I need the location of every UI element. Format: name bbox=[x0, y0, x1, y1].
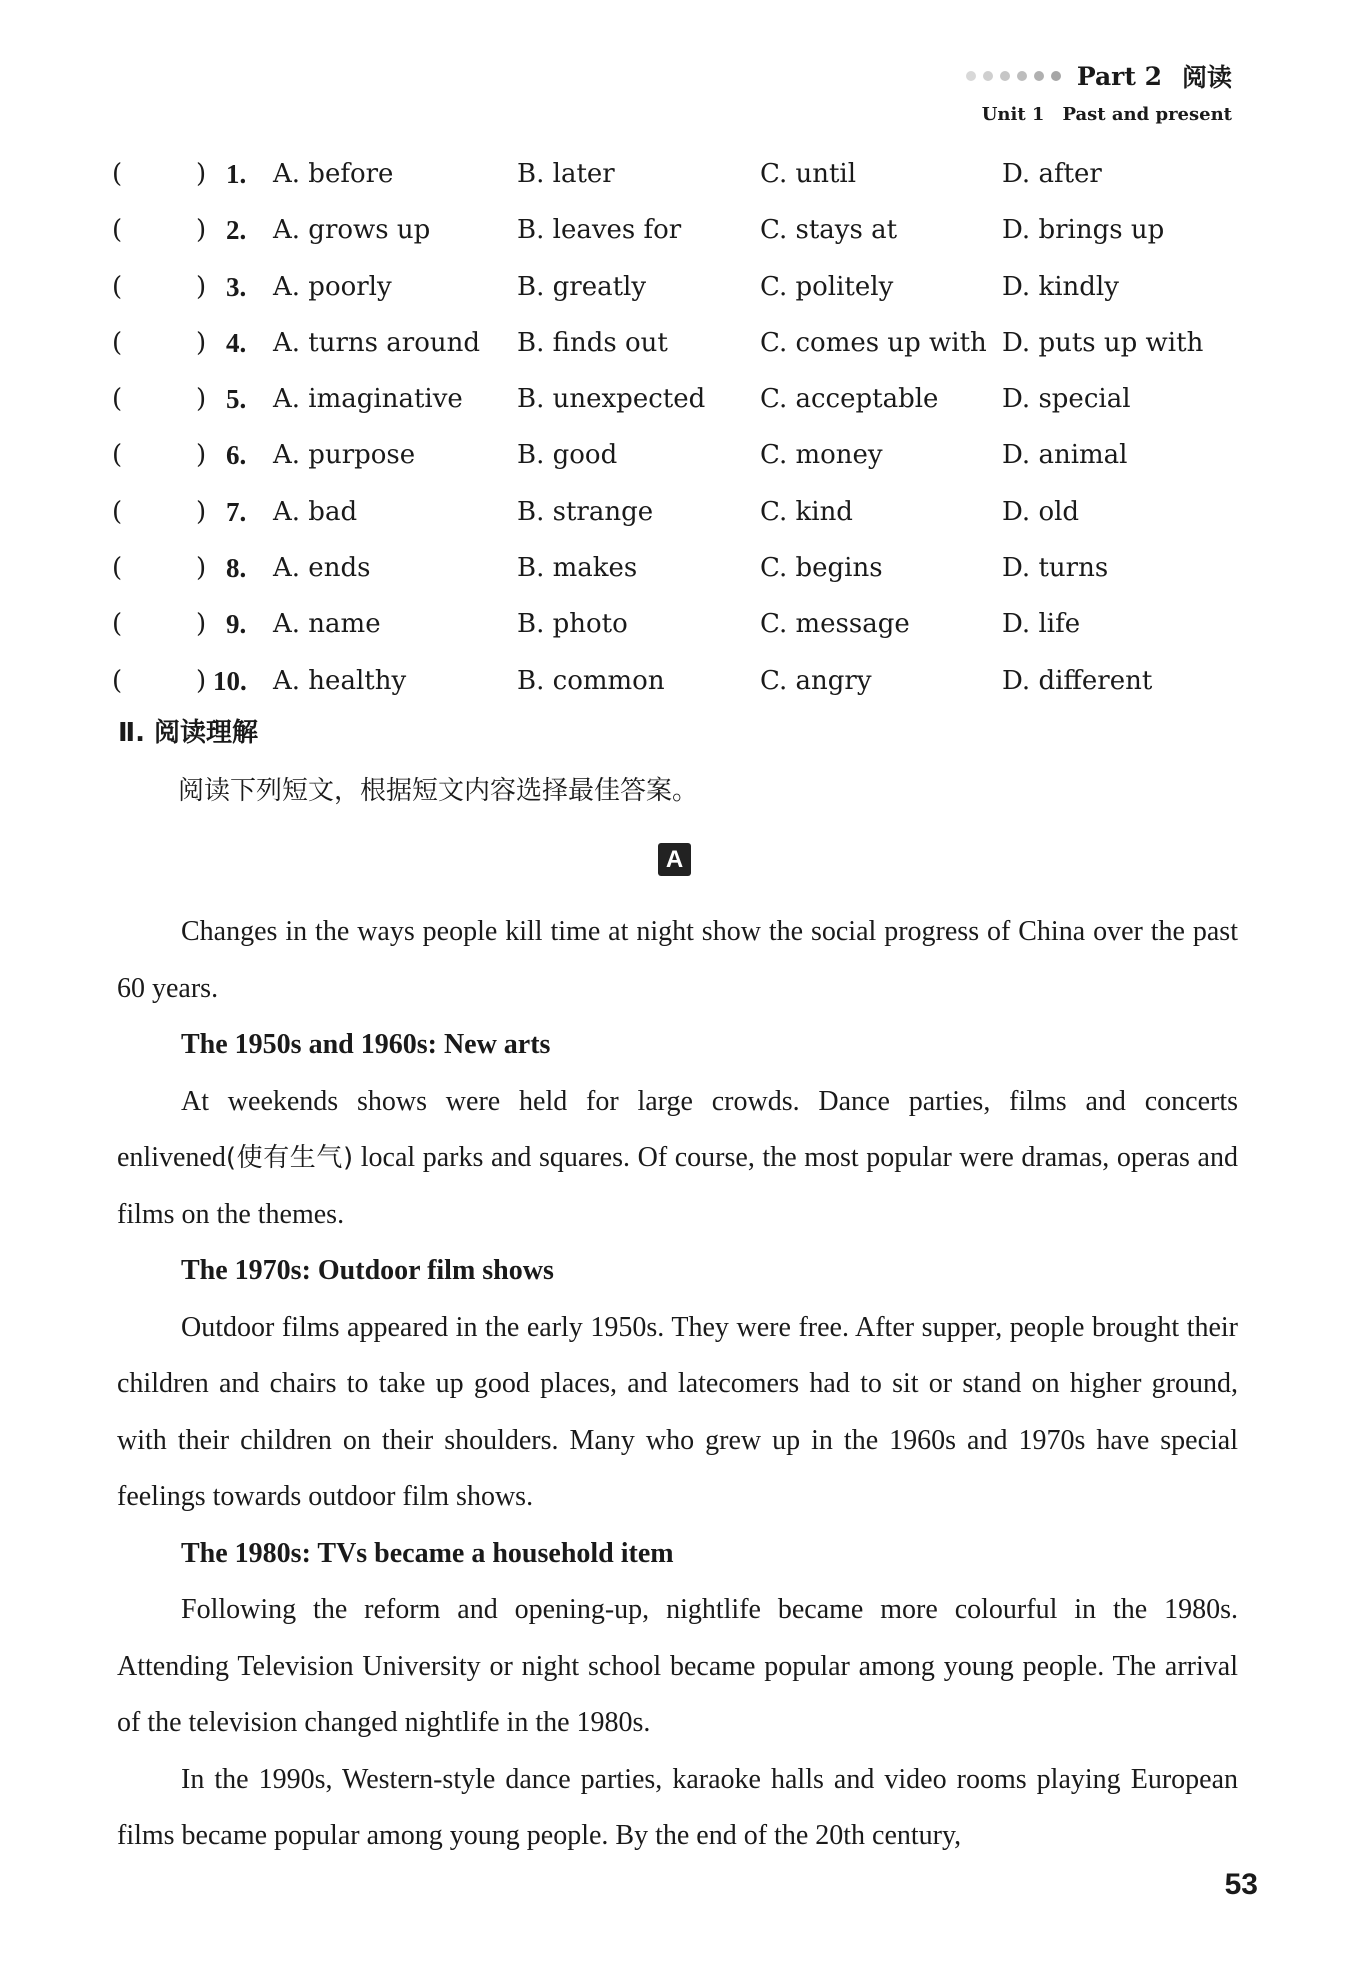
question-number: 7. bbox=[226, 496, 247, 527]
question-number: 5. bbox=[226, 384, 247, 415]
option-c: C. stays at bbox=[760, 215, 898, 246]
question-row bbox=[112, 596, 1232, 652]
answer-paren-close: ) bbox=[196, 665, 207, 696]
question-row bbox=[112, 427, 1232, 483]
option-c: C. comes up with bbox=[760, 327, 987, 358]
section-instruction: 阅读下列短文，根据短文内容选择最佳答案。 bbox=[178, 776, 699, 806]
answer-paren-close: ) bbox=[196, 496, 207, 527]
passage-heading-1950s: The 1950s and 1960s: New arts bbox=[181, 1029, 551, 1060]
answer-paren-open: ( bbox=[112, 327, 123, 358]
answer-paren-close: ) bbox=[196, 159, 207, 189]
option-a: A. before bbox=[273, 159, 394, 189]
header-part-line bbox=[966, 58, 1232, 94]
option-c: C. angry bbox=[760, 665, 872, 696]
unit-label: Unit 1 bbox=[981, 104, 1045, 125]
answer-paren-close: ) bbox=[196, 440, 207, 471]
chinese-gloss: (使有生气) bbox=[225, 1143, 354, 1173]
question-number: 1. bbox=[226, 159, 247, 189]
dot-icon bbox=[983, 71, 993, 81]
option-b: B. leaves for bbox=[517, 215, 682, 246]
dot-icon bbox=[1051, 71, 1061, 81]
option-c: C. message bbox=[760, 609, 910, 640]
answer-paren-open: ( bbox=[112, 609, 123, 640]
option-c: C. money bbox=[760, 440, 883, 471]
question-number: 3. bbox=[226, 271, 247, 302]
option-c: C. begins bbox=[760, 553, 883, 584]
question-number: 10. bbox=[213, 665, 247, 696]
question-number: 9. bbox=[226, 609, 247, 640]
passage-paragraph-1970s: Outdoor films appeared in the early 1950s. They were free. After supper, people brought their children and chairs to take up good places, and latecomers had to sit or stand on higher ground, with their children on their shoulders. Many who grew up in the 1960s and 1970s have special feelings towards outdoor film shows. bbox=[117, 1311, 1238, 1512]
option-a: A. turns around bbox=[273, 327, 480, 358]
option-b: B. later bbox=[517, 159, 615, 189]
passage-label-badge: A bbox=[658, 843, 691, 876]
question-number: 2. bbox=[226, 215, 247, 246]
option-d: D. animal bbox=[1002, 440, 1128, 471]
answer-paren-close: ) bbox=[196, 327, 207, 358]
answer-paren-close: ) bbox=[196, 553, 207, 584]
passage-heading-1980s: The 1980s: TVs became a household item bbox=[181, 1537, 674, 1569]
option-b: B. common bbox=[517, 665, 665, 696]
question-row bbox=[112, 540, 1232, 596]
option-d: D. special bbox=[1002, 384, 1131, 415]
part-label: Part 2 bbox=[1076, 61, 1162, 91]
option-b: B. makes bbox=[517, 553, 638, 584]
option-c: C. until bbox=[760, 159, 857, 189]
option-d: D. kindly bbox=[1002, 271, 1119, 302]
question-row bbox=[112, 202, 1232, 258]
option-c: C. acceptable bbox=[760, 384, 939, 415]
option-a: A. poorly bbox=[273, 271, 392, 302]
cloze-options-table bbox=[112, 146, 1232, 709]
answer-paren-close: ) bbox=[196, 384, 207, 415]
option-d: D. turns bbox=[1002, 553, 1109, 584]
answer-paren-close: ) bbox=[196, 271, 207, 302]
option-d: D. after bbox=[1002, 159, 1102, 189]
question-row bbox=[112, 653, 1232, 709]
decorative-dots bbox=[966, 71, 1061, 81]
dot-icon bbox=[1017, 71, 1027, 81]
answer-paren-open: ( bbox=[112, 440, 123, 471]
passage-heading-1970s: The 1970s: Outdoor film shows bbox=[181, 1255, 554, 1286]
option-d: D. old bbox=[1002, 496, 1080, 527]
option-d: D. different bbox=[1002, 665, 1153, 696]
paragraph-text: At weekends shows were held for large crowds. Dance parties, films and concerts enlivened bbox=[117, 1085, 1238, 1173]
option-a: A. name bbox=[273, 609, 381, 640]
option-b: B. unexpected bbox=[517, 384, 706, 415]
option-d: D. puts up with bbox=[1002, 327, 1204, 358]
question-number: 8. bbox=[226, 553, 247, 584]
dot-icon bbox=[1000, 71, 1010, 81]
answer-paren-open: ( bbox=[112, 665, 123, 696]
unit-title: Past and present bbox=[1062, 104, 1232, 125]
dot-icon bbox=[1034, 71, 1044, 81]
option-a: A. purpose bbox=[273, 440, 416, 471]
option-b: B. photo bbox=[517, 609, 628, 640]
passage-paragraph-1990s: In the 1990s, Western-style dance parties, karaoke halls and video rooms playing European films became popular among young people. By the end of the 20th century, bbox=[117, 1763, 1238, 1851]
question-row bbox=[112, 259, 1232, 315]
answer-paren-open: ( bbox=[112, 496, 123, 527]
question-row bbox=[112, 146, 1232, 202]
paragraph-text: local parks and squares. Of course, the most popular were dramas, operas and films on the themes. bbox=[117, 1142, 1238, 1230]
unit-line bbox=[966, 104, 1232, 125]
option-c: C. kind bbox=[760, 496, 853, 527]
reading-passage bbox=[117, 904, 1238, 1865]
part-cn-label: 阅读 bbox=[1181, 63, 1232, 92]
option-b: B. strange bbox=[517, 496, 654, 527]
option-a: A. imaginative bbox=[273, 384, 463, 415]
page-number: 53 bbox=[1224, 1868, 1258, 1901]
answer-paren-open: ( bbox=[112, 384, 123, 415]
option-a: A. ends bbox=[273, 553, 371, 584]
question-row bbox=[112, 484, 1232, 540]
dot-icon bbox=[966, 71, 976, 81]
answer-paren-open: ( bbox=[112, 271, 123, 302]
page-header bbox=[966, 58, 1232, 125]
question-number: 6. bbox=[226, 440, 247, 471]
passage-intro: Changes in the ways people kill time at night show the social progress of China over the past 60 years. bbox=[117, 916, 1238, 1004]
passage-paragraph-1980s: Following the reform and opening-up, nightlife became more colourful in the 1980s. Attending Television University or night school became popular among young people. The arrival of the television changed nightlife in the 1980s. bbox=[117, 1594, 1238, 1738]
answer-paren-open: ( bbox=[112, 215, 123, 246]
passage-paragraph-1950s bbox=[117, 1074, 1238, 1244]
option-c: C. politely bbox=[760, 271, 894, 302]
option-a: A. grows up bbox=[273, 215, 431, 246]
question-row bbox=[112, 315, 1232, 371]
section-title: Ⅱ. 阅读理解 bbox=[118, 718, 259, 748]
option-b: B. good bbox=[517, 440, 618, 471]
option-d: D. brings up bbox=[1002, 215, 1165, 246]
question-row bbox=[112, 371, 1232, 427]
option-b: B. finds out bbox=[517, 327, 668, 358]
answer-paren-open: ( bbox=[112, 553, 123, 584]
answer-paren-close: ) bbox=[196, 609, 207, 640]
option-a: A. bad bbox=[273, 496, 358, 527]
question-number: 4. bbox=[226, 327, 247, 358]
option-a: A. healthy bbox=[273, 665, 407, 696]
option-b: B. greatly bbox=[517, 271, 647, 302]
answer-paren-open: ( bbox=[112, 159, 123, 189]
option-d: D. life bbox=[1002, 609, 1081, 640]
answer-paren-close: ) bbox=[196, 215, 207, 246]
